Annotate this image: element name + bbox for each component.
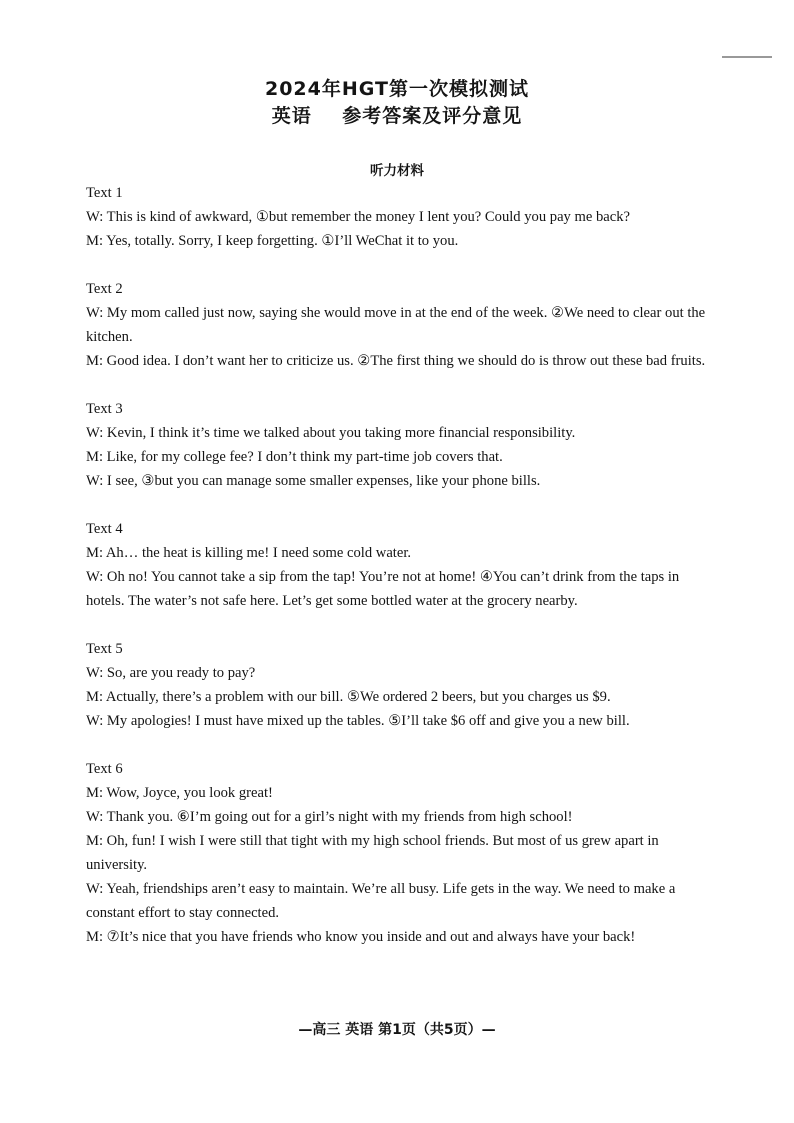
text-label: Text 1 bbox=[86, 185, 123, 201]
dialogue-line: W: My mom called just now, saying she would move in at the end of the week. ②We need to clear out the kitchen. bbox=[86, 305, 706, 345]
listening-transcripts bbox=[86, 181, 711, 973]
text-label: Text 3 bbox=[86, 401, 123, 417]
text-label: Text 2 bbox=[86, 281, 123, 297]
text-block-6 bbox=[86, 757, 711, 949]
dialogue-line: W: Yeah, friendships aren’t easy to maintain. We’re all busy. Life gets in the way. We need to make a constant effort to stay connected. bbox=[86, 881, 676, 921]
dialogue-line: W: This is kind of awkward, ①but remember the money I lent you? Could you pay me back? bbox=[86, 209, 631, 225]
section-title: 听力材料 bbox=[370, 163, 424, 179]
dialogue-line: W: Kevin, I think it’s time we talked about you taking more financial responsibility. bbox=[86, 425, 576, 441]
dialogue-line: M: Oh, fun! I wish I were still that tight with my high school friends. But most of us grew apart in university. bbox=[86, 833, 659, 873]
exam-subtitle: 英语 参考答案及评分意见 bbox=[271, 105, 523, 127]
dialogue-line: W: My apologies! I must have mixed up the tables. ⑤I’ll take $6 off and give you a new bill. bbox=[86, 713, 630, 729]
dialogue-line: W: So, are you ready to pay? bbox=[86, 665, 256, 681]
scan-corner-mark bbox=[722, 56, 772, 62]
dialogue-line: M: ⑦It’s nice that you have friends who know you inside and out and always have your back! bbox=[86, 929, 636, 945]
dialogue-line: W: I see, ③but you can manage some smaller expenses, like your phone bills. bbox=[86, 473, 541, 489]
text-block-1 bbox=[86, 181, 711, 253]
text-block-3 bbox=[86, 397, 711, 493]
text-label: Text 6 bbox=[86, 761, 123, 777]
text-block-5 bbox=[86, 637, 711, 733]
dialogue-line: M: Yes, totally. Sorry, I keep forgetting. ①I’ll WeChat it to you. bbox=[86, 233, 459, 249]
dialogue-line: W: Thank you. ⑥I’m going out for a girl’s night with my friends from high school! bbox=[86, 809, 573, 825]
text-block-2 bbox=[86, 277, 711, 373]
dialogue-line: M: Ah… the heat is killing me! I need some cold water. bbox=[86, 545, 412, 561]
dialogue-line: M: Wow, Joyce, you look great! bbox=[86, 785, 273, 801]
text-label: Text 5 bbox=[86, 641, 123, 657]
dialogue-line: W: Oh no! You cannot take a sip from the tap! You’re not at home! ④You can’t drink from the taps in hotels. The water’s not safe here. Let’s get some bottled water at the grocery nearby. bbox=[86, 569, 680, 609]
dialogue-line: M: Good idea. I don’t want her to criticize us. ②The first thing we should do is throw out these bad fruits. bbox=[86, 353, 706, 369]
page-footer: —高三 英语 第1页（共5页）— bbox=[298, 1022, 496, 1038]
dialogue-line: M: Like, for my college fee? I don’t think my part-time job covers that. bbox=[86, 449, 503, 465]
text-block-4 bbox=[86, 517, 711, 613]
exam-title: 2024年HGT第一次模拟测试 bbox=[264, 78, 529, 100]
text-label: Text 4 bbox=[86, 521, 123, 537]
dialogue-line: M: Actually, there’s a problem with our bill. ⑤We ordered 2 beers, but you charges us $9. bbox=[86, 689, 611, 705]
